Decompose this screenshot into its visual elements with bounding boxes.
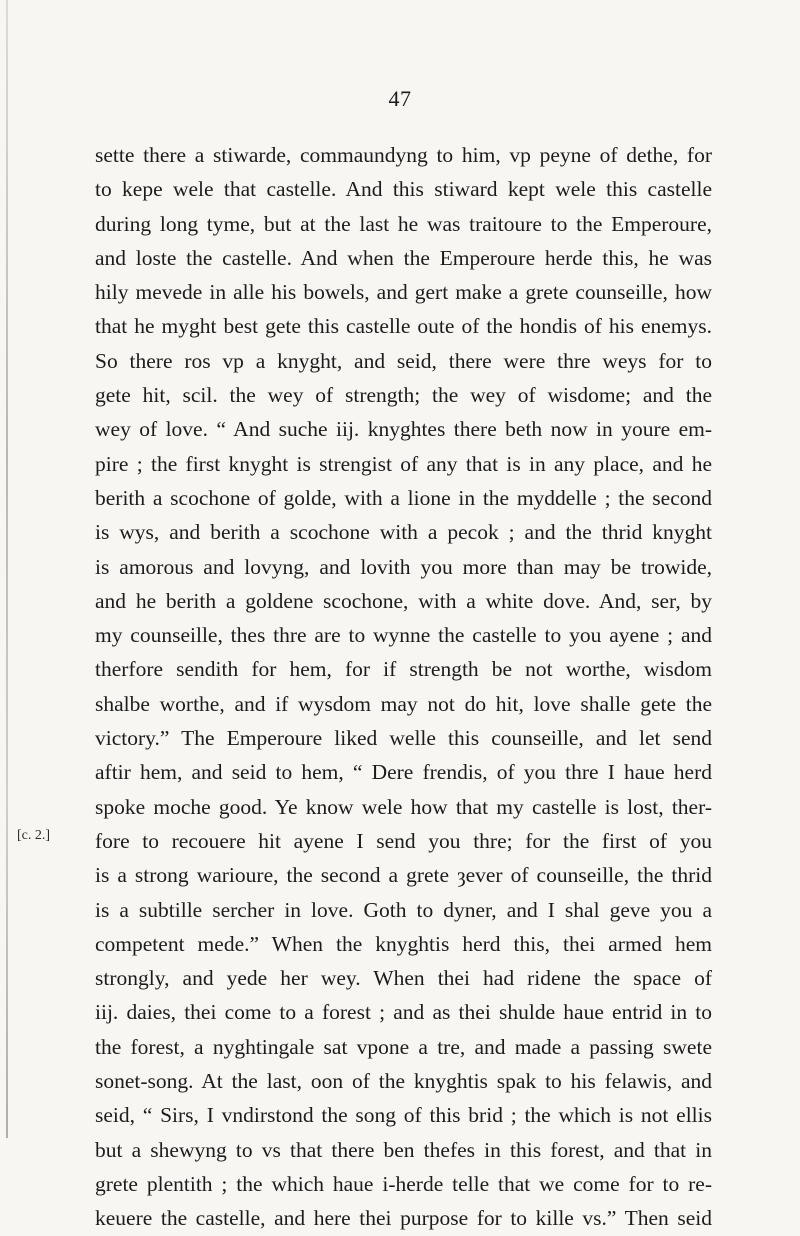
text-line: strongly, and yede her wey. When thei had ridene the space of: [95, 966, 712, 991]
text-line: to kepe wele that castelle. And this stiward kept wele this castelle: [95, 177, 712, 202]
text-line: therfore sendith for hem, for if strength be not worthe, wisdom: [95, 657, 712, 682]
text-line: iij. daies, thei come to a forest ; and as thei shulde haue entrid in to: [95, 1000, 712, 1025]
text-line: gete hit, scil. the wey of strength; the wey of wisdome; and the: [95, 383, 712, 408]
text-line: and he berith a goldene scochone, with a white dove. And, ser, by: [95, 588, 712, 613]
text-line: my counseille, thes thre are to wynne the castelle to you ayene ; and: [95, 623, 712, 648]
text-line: victory.” The Emperoure liked welle this counseille, and let send: [95, 726, 712, 751]
text-line: berith a scochone of golde, with a lione in the myddelle ; the second: [95, 485, 712, 510]
text-line: is amorous and lovyng, and lovith you more than may be trowide,: [95, 554, 712, 579]
text-line: is wys, and berith a scochone with a pecok ; and the thrid knyght: [95, 520, 712, 545]
text-line: shalbe worthe, and if wysdom may not do hit, love shalle gete the: [95, 691, 712, 716]
text-line: spoke moche good. Ye know wele how that my castelle is lost, ther-: [95, 794, 712, 819]
text-line: and loste the castelle. And when the Emperoure herde this, he was: [95, 245, 712, 270]
text-line: is a strong warioure, the second a grete ȝever of counseille, the thrid: [95, 863, 712, 888]
text-line: seid, “ Sirs, I vndirstond the song of this brid ; the which is not ellis: [95, 1103, 712, 1128]
text-line: hily mevede in alle his bowels, and gert make a grete counseille, how: [95, 280, 712, 305]
text-line: keuere the castelle, and here thei purpose for to kille vs.” Then seid: [95, 1206, 712, 1231]
page-gutter-edge: [6, 0, 8, 1138]
text-line: grete plentith ; the which haue i-herde telle that we come for to re-: [95, 1171, 712, 1196]
text-line: pire ; the first knyght is strengist of any that is in any place, and he: [95, 451, 712, 476]
text-line: is a subtille sercher in love. Goth to dyner, and I shal geve you a: [95, 897, 712, 922]
text-line: sonet-song. At the last, oon of the knyghtis spak to his felawis, and: [95, 1069, 712, 1094]
text-line: that he myght best gete this castelle oute of the hondis of his enemys.: [95, 314, 712, 339]
body-text: [95, 138, 712, 1236]
text-line: competent mede.” When the knyghtis herd this, thei armed hem: [95, 931, 712, 956]
text-line: during long tyme, but at the last he was traitoure to the Emperoure,: [95, 211, 712, 236]
text-line: sette there a stiwarde, commaundyng to him, vp peyne of dethe, for: [95, 143, 712, 167]
text-line: the forest, a nyghtingale sat vpone a tre, and made a passing swete: [95, 1034, 712, 1059]
text-line: but a shewyng to vs that there ben thefes in this forest, and that in: [95, 1137, 712, 1162]
text-line: So there ros vp a knyght, and seid, there were thre weys for to: [95, 348, 712, 373]
page-number: 47: [388, 86, 412, 111]
text-line: wey of love. “ And suche iij. knyghtes there beth now in youre em-: [95, 417, 712, 442]
text-line: fore to recouere hit ayene I send you thre; for the first of you: [95, 828, 712, 853]
text-line: aftir hem, and seid to hem, “ Dere frendis, of you thre I haue herd: [95, 760, 712, 785]
margin-note: [c. 2.]: [17, 828, 51, 843]
